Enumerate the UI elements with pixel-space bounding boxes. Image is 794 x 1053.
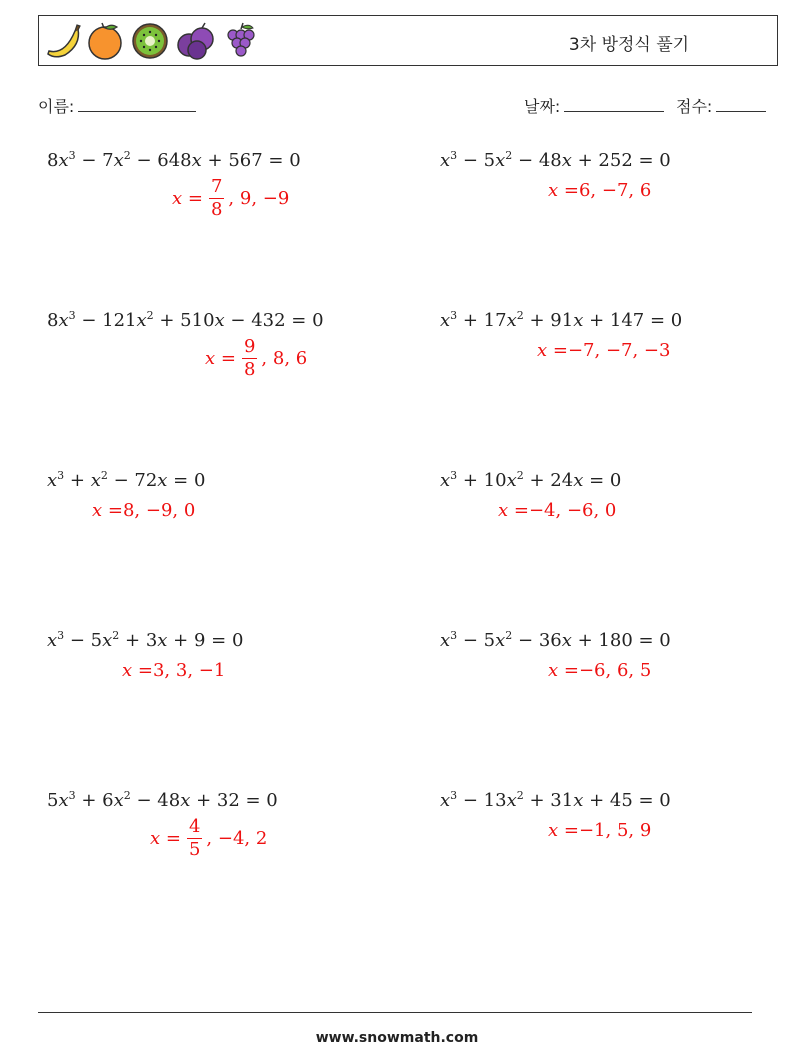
problem-2-equation: $x^3 - 5x^2 - 48x + 252 = 0$: [440, 149, 671, 171]
problem-6-answer: x = −4, −6, 0: [498, 500, 617, 521]
problem-1-answer: x = $\frac{7}{8}$ , 9, −9: [172, 176, 290, 220]
problem-1-fraction: $\frac{7}{8}$: [210, 176, 223, 220]
problem-7-equation: $x^3 - 5x^2 + 3x + 9 = 0$: [47, 629, 244, 651]
problem-9-equation: $5x^3 + 6x^2 - 48x + 32 = 0$: [47, 789, 278, 811]
date-field: [524, 94, 664, 117]
orange-icon: [85, 21, 125, 61]
problem-1-equation: $8x^3 - 7x^2 - 648x + 567 = 0$: [47, 149, 301, 171]
problem-3-answer: x = $\frac{9}{8}$ , 8, 6: [205, 336, 308, 380]
grapes-icon: [221, 21, 261, 61]
name-label: 이름:: [38, 97, 75, 116]
banana-icon: [43, 21, 83, 61]
plum-icon: [175, 21, 215, 61]
problem-10-answer: x = −1, 5, 9: [548, 820, 652, 841]
sheet-title: 3차 방정식 풀기: [568, 35, 690, 55]
score-field: [676, 94, 766, 117]
footer-divider: [38, 1012, 752, 1013]
problem-7-answer: x = 3, 3, −1: [122, 660, 226, 681]
problem-2-answer: x = 6, −7, 6: [548, 180, 652, 201]
problem-4-answer: x = −7, −7, −3: [537, 340, 671, 361]
score-label: 점수:: [676, 97, 713, 116]
footer-url[interactable]: www.snowmath.com: [315, 1030, 479, 1046]
header-box: [38, 15, 778, 66]
problem-5-answer: x = 8, −9, 0: [92, 500, 196, 521]
problem-4-equation: $x^3 + 17x^2 + 91x + 147 = 0$: [440, 309, 683, 331]
kiwi-icon: [130, 21, 170, 61]
problem-3-fraction: $\frac{9}{8}$: [243, 336, 256, 380]
problem-5-equation: $x^3 + x^2 - 72x = 0$: [47, 469, 206, 491]
score-blank[interactable]: [716, 96, 766, 112]
name-blank[interactable]: [78, 96, 196, 112]
problem-9-fraction: $\frac{4}{5}$: [188, 816, 201, 860]
problem-8-equation: $x^3 - 5x^2 - 36x + 180 = 0$: [440, 629, 671, 651]
problem-10-equation: $x^3 - 13x^2 + 31x + 45 = 0$: [440, 789, 671, 811]
name-field: [38, 94, 196, 117]
problem-3-equation: $8x^3 - 121x^2 + 510x - 432 = 0$: [47, 309, 324, 331]
problem-9-answer: x = $\frac{4}{5}$ , −4, 2: [150, 816, 268, 860]
problem-8-answer: x = −6, 6, 5: [548, 660, 652, 681]
date-label: 날짜:: [524, 97, 561, 116]
date-blank[interactable]: [564, 96, 664, 112]
problem-6-equation: $x^3 + 10x^2 + 24x = 0$: [440, 469, 622, 491]
